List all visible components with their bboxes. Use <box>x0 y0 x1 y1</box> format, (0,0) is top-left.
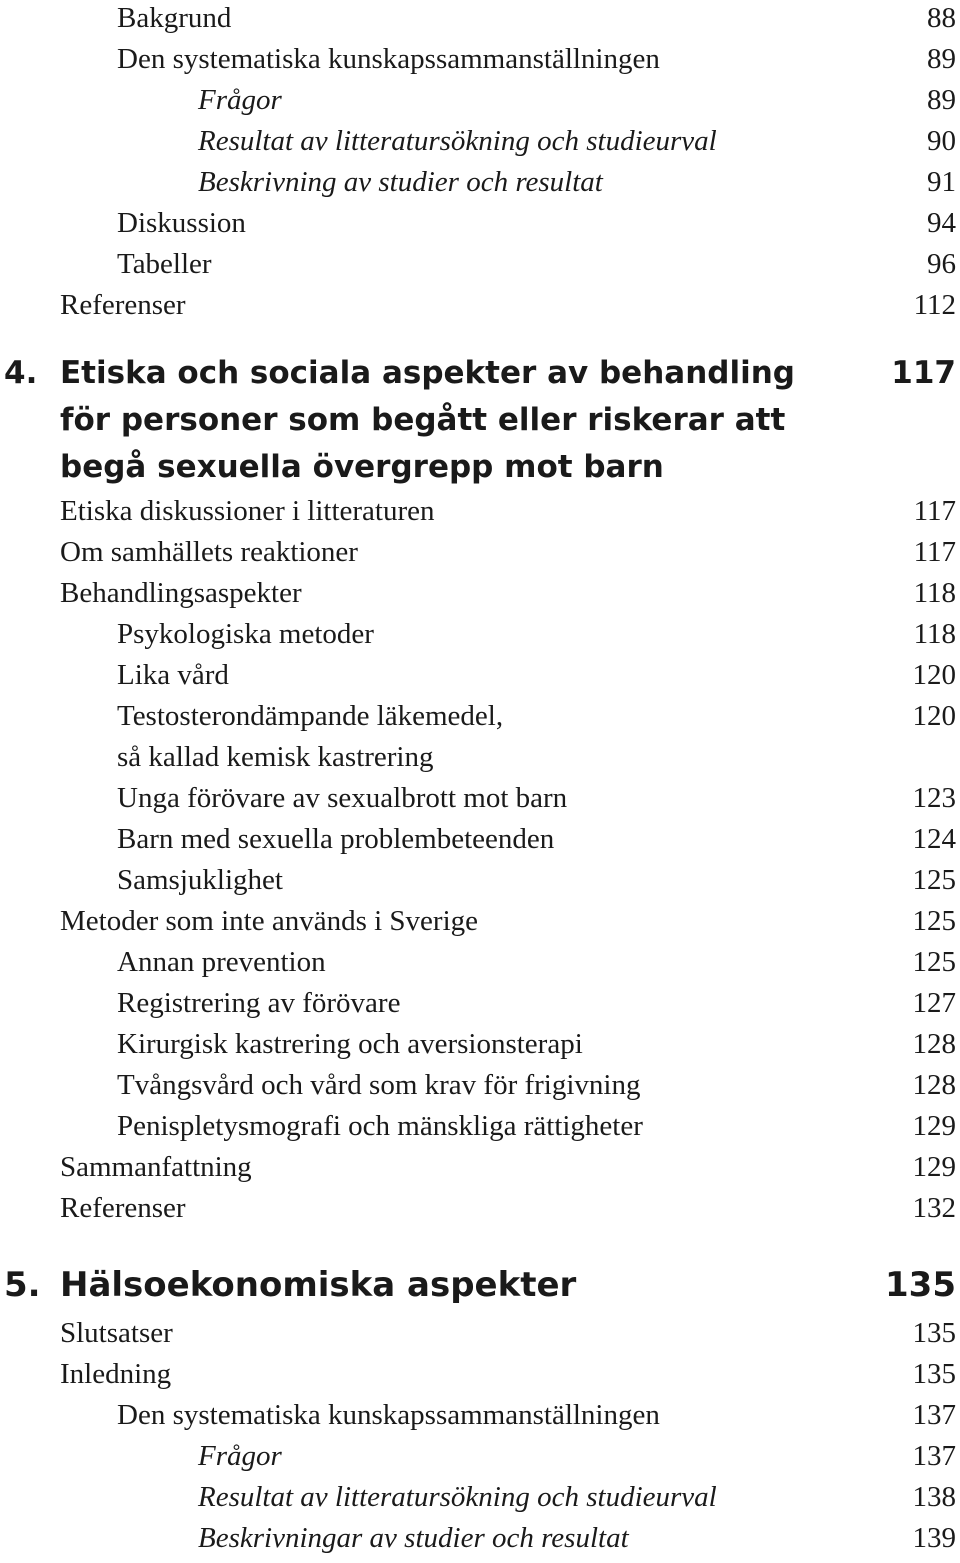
toc-entry-title: Testosterondämpande läkemedel, <box>117 700 504 732</box>
toc-entry-page: 117 <box>913 495 956 527</box>
toc-entry-page: 135 <box>912 1358 956 1390</box>
toc-entry[interactable] <box>0 1354 960 1395</box>
toc-entry-page: 112 <box>913 289 956 321</box>
toc-entry[interactable] <box>0 244 960 285</box>
chapter-title-line: begå sexuella övergrepp mot barn <box>60 449 664 485</box>
chapter-title-line: för personer som begått eller riskerar att <box>60 402 786 438</box>
toc-entry[interactable] <box>0 1188 960 1229</box>
toc-entry-title: Diskussion <box>117 207 246 239</box>
toc-entry[interactable] <box>0 203 960 244</box>
toc-entry-title: Den systematiska kunskapssammanställningen <box>117 43 660 75</box>
toc-entry-page: 118 <box>913 618 956 650</box>
toc-entry-title: Den systematiska kunskapssammanställningen <box>117 1399 660 1431</box>
toc-entry-page: 120 <box>912 659 956 691</box>
toc-entry-title: Sammanfattning <box>60 1151 252 1183</box>
toc-entry-page: 128 <box>912 1028 956 1060</box>
toc-entry[interactable] <box>0 573 960 614</box>
toc-entry-page: 132 <box>912 1192 956 1224</box>
toc-entry-page: 118 <box>913 577 956 609</box>
toc-entry-title: Beskrivning av studier och resultat <box>198 166 603 198</box>
toc-entry-page: 135 <box>912 1317 956 1349</box>
toc-entry-title: Samsjuklighet <box>117 864 283 896</box>
toc-entry-title: Behandlingsaspekter <box>60 577 302 609</box>
toc-entry[interactable] <box>0 1518 960 1559</box>
toc-entry[interactable] <box>0 1024 960 1065</box>
toc-entry-page: 124 <box>912 823 956 855</box>
toc-entry-page: 89 <box>927 43 956 75</box>
toc-entry-page: 125 <box>912 946 956 978</box>
toc-entry-title: Registrering av förövare <box>117 987 401 1019</box>
toc-entry[interactable] <box>0 532 960 573</box>
toc-entry-page: 94 <box>927 207 956 239</box>
toc-entry[interactable] <box>0 1395 960 1436</box>
toc-entry-title: Referenser <box>60 1192 186 1224</box>
toc-entry-title: Annan prevention <box>117 946 326 978</box>
toc-entry-page: 120 <box>912 700 956 732</box>
toc-entry-title: Resultat av litteratursökning och studieurval <box>198 125 717 157</box>
toc-entry-title: Penispletysmografi och mänskliga rättigheter <box>117 1110 643 1142</box>
toc-entry-page: 137 <box>912 1440 956 1472</box>
toc-entry-title: Lika vård <box>117 659 229 691</box>
toc-entry[interactable] <box>0 162 960 203</box>
toc-entry-title: Psykologiska metoder <box>117 618 374 650</box>
toc-entry-title: Kirurgisk kastrering och aversionsterapi <box>117 1028 583 1060</box>
toc-entry-title: Barn med sexuella problembeteenden <box>117 823 555 855</box>
toc-entry-title: Metoder som inte används i Sverige <box>60 905 478 937</box>
toc-entry[interactable] <box>0 1147 960 1188</box>
toc-entry[interactable] <box>0 1106 960 1147</box>
toc-entry-title: Frågor <box>198 84 282 116</box>
toc-entry[interactable] <box>0 614 960 655</box>
toc-entry[interactable] <box>0 121 960 162</box>
toc-entry[interactable] <box>0 80 960 121</box>
toc-entry-title: Om samhällets reaktioner <box>60 536 358 568</box>
toc-entry-title: Tabeller <box>117 248 212 280</box>
toc-entry-title: så kallad kemisk kastrering <box>117 741 434 773</box>
toc-entry-title: Beskrivningar av studier och resultat <box>198 1522 629 1554</box>
toc-entry-page: 96 <box>927 248 956 280</box>
chapter-title <box>60 350 795 491</box>
toc-entry-title: Tvångsvård och vård som krav för frigivning <box>117 1069 641 1101</box>
toc-entry[interactable] <box>0 655 960 696</box>
toc-entry-page: 129 <box>912 1110 956 1142</box>
toc-entry-page: 129 <box>912 1151 956 1183</box>
toc-entry[interactable] <box>0 860 960 901</box>
toc-entry-title: Slutsatser <box>60 1317 173 1349</box>
toc-entry[interactable] <box>0 491 960 532</box>
toc-entry-page: 137 <box>912 1399 956 1431</box>
toc-entry-page: 89 <box>927 84 956 116</box>
toc-entry-page: 125 <box>912 905 956 937</box>
toc-entry-page: 88 <box>927 2 956 34</box>
toc-entry-page: 128 <box>912 1069 956 1101</box>
toc-entry[interactable] <box>0 0 960 39</box>
toc-entry-page: 90 <box>927 125 956 157</box>
toc-entry[interactable] <box>0 942 960 983</box>
toc-entry[interactable] <box>0 696 960 737</box>
chapter-number: 4. <box>4 355 38 391</box>
toc-entry-page: 139 <box>912 1522 956 1554</box>
toc-entry-page: 91 <box>927 166 956 198</box>
toc-entry[interactable] <box>0 778 960 819</box>
chapter-page: 117 <box>891 355 956 391</box>
toc-entry[interactable] <box>0 1313 960 1354</box>
toc-entry-title: Unga förövare av sexualbrott mot barn <box>117 782 568 814</box>
toc-entry-title: Frågor <box>198 1440 282 1472</box>
chapter-number: 5. <box>4 1265 41 1305</box>
toc-entry-page: 117 <box>913 536 956 568</box>
chapter-title-line: Etiska och sociala aspekter av behandling <box>60 355 795 391</box>
toc-entry-title: Etiska diskussioner i litteraturen <box>60 495 435 527</box>
toc-entry-page: 123 <box>912 782 956 814</box>
toc-entry-title: Inledning <box>60 1358 172 1390</box>
chapter-title-line: Hälsoekonomiska aspekter <box>60 1265 577 1305</box>
toc-entry[interactable] <box>0 983 960 1024</box>
toc-entry[interactable] <box>0 901 960 942</box>
toc-entry-title: Resultat av litteratursökning och studieurval <box>198 1481 717 1513</box>
toc-entry[interactable] <box>0 39 960 80</box>
toc-entry[interactable] <box>0 285 960 326</box>
toc-entry-page: 138 <box>912 1481 956 1513</box>
chapter-page: 135 <box>885 1265 956 1305</box>
toc-entry-title: Referenser <box>60 289 186 321</box>
toc-entry[interactable] <box>0 819 960 860</box>
toc-entry-continuation[interactable] <box>0 737 960 778</box>
chapter-title <box>60 1262 576 1309</box>
toc-entry-title: Bakgrund <box>117 2 232 34</box>
toc-entry-page: 125 <box>912 864 956 896</box>
toc-entry[interactable] <box>0 1477 960 1518</box>
toc-entry[interactable] <box>0 1065 960 1106</box>
toc-entry[interactable] <box>0 1436 960 1477</box>
toc-entry-page: 127 <box>912 987 956 1019</box>
